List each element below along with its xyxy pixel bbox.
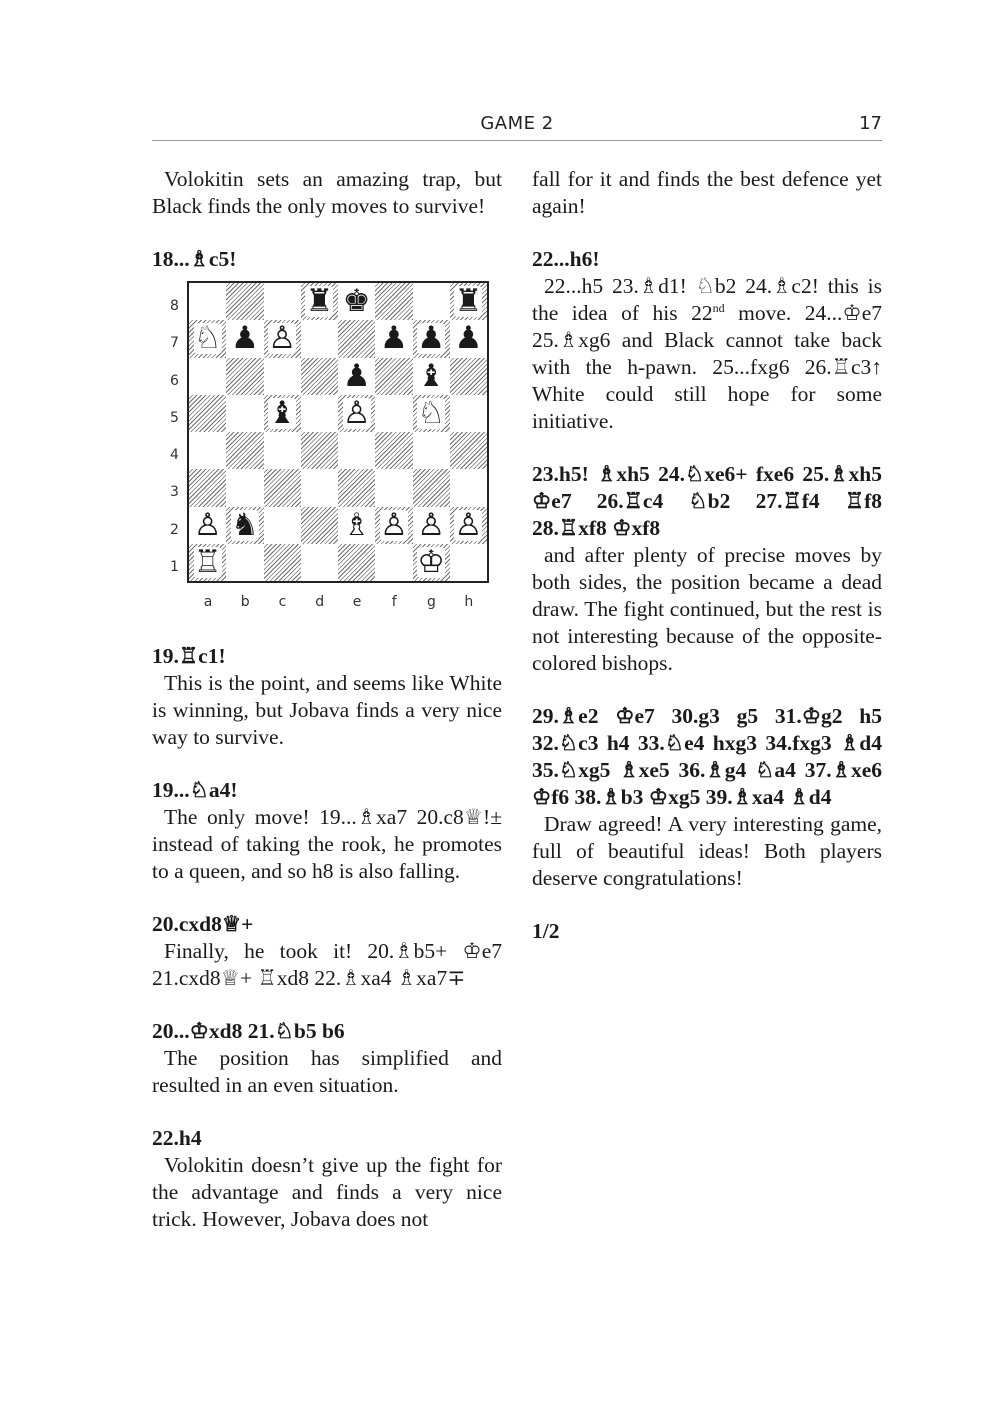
comment-20: Finally, he took it! 20.♗b5+ ♔e7 21.cxd8♕+ ♖xd8 22.♗xa4 ♗xa7∓ [152, 939, 502, 990]
square-h1 [450, 544, 487, 581]
file-label: g [427, 594, 436, 610]
right-column [532, 166, 882, 945]
comment-22b-post: move. 24...♔e7 25.♗xg6 and Black cannot take back with the h-pawn. 25...fxg6 26.♖c3↑ White could still hope for some initiative. [532, 301, 882, 433]
piece-c7: ♙ [268, 320, 297, 357]
piece-e2: ♗ [342, 506, 371, 543]
square-d7 [301, 320, 338, 357]
piece-a2: ♙ [193, 506, 222, 543]
piece-f2: ♙ [379, 506, 408, 543]
rank-label: 1 [170, 558, 179, 575]
file-label: f [391, 594, 397, 610]
file-label: c [278, 594, 287, 610]
rank-label: 7 [170, 335, 179, 352]
square-d8 [301, 283, 338, 320]
comment-19b: The only move! 19...♗xa7 20.c8♕!± instead of taking the rook, he promotes to a queen, and so h8 is also falling. [152, 805, 502, 883]
square-a8 [189, 283, 226, 320]
piece-b7: ♟ [230, 320, 259, 357]
piece-d8: ♜ [305, 283, 334, 320]
square-e6 [338, 358, 375, 395]
piece-h8: ♜ [454, 283, 483, 320]
move-18: 18...♗c5! [152, 247, 237, 271]
square-c7 [264, 320, 301, 357]
square-g5 [413, 395, 450, 432]
square-a6 [189, 358, 226, 395]
intro-paragraph: Volokitin sets an amazing trap, but Black finds the only moves to survive! [152, 167, 502, 218]
square-e7 [338, 320, 375, 357]
square-e4 [338, 432, 375, 469]
piece-a1: ♖ [193, 543, 222, 580]
square-b4 [226, 432, 263, 469]
move-20: 20.cxd8♕+ [152, 912, 254, 936]
square-c8 [264, 283, 301, 320]
chess-board [187, 281, 489, 583]
piece-e6: ♟ [342, 357, 371, 394]
piece-a7: ♘ [193, 320, 222, 357]
move-19: 19.♖c1! [152, 644, 226, 668]
square-g7 [413, 320, 450, 357]
move-29: 29.♗e2 ♔e7 30.g3 g5 31.♔g2 h5 32.♘c3 h4 33.♘e4 hxg3 34.fxg3 ♗d4 35.♘xg5 ♗xe5 36.♗g4 ♘a4 37.♗xe6 ♔f6 38.♗b3 ♔xg5 39.♗xa4 ♗d4 [532, 704, 882, 809]
move-19b: 19...♘a4! [152, 778, 238, 802]
comment-22b [532, 273, 882, 435]
ordinal-suffix: nd [712, 300, 725, 315]
square-d5 [301, 395, 338, 432]
comment-22b-pre: 22...h5 23.♗d1! ♘b2 24.♗c2! this is the idea of his 22 [532, 274, 882, 325]
square-c5 [264, 395, 301, 432]
square-c1 [264, 544, 301, 581]
comment-19: This is the point, and seems like White is winning, but Jobava finds a very nice way to survive. [152, 671, 502, 749]
square-h3 [450, 469, 487, 506]
square-g1 [413, 544, 450, 581]
square-b6 [226, 358, 263, 395]
left-column [152, 166, 502, 1233]
page-number: 17 [859, 113, 882, 134]
square-c2 [264, 507, 301, 544]
square-e3 [338, 469, 375, 506]
square-h4 [450, 432, 487, 469]
continued-paragraph: fall for it and finds the best defence yet again! [532, 167, 882, 218]
comment-29: Draw agreed! A very interesting game, full of beautiful ideas! Both players deserve congratulations! [532, 812, 882, 890]
square-e5 [338, 395, 375, 432]
square-d3 [301, 469, 338, 506]
piece-h2: ♙ [454, 506, 483, 543]
running-header [152, 112, 882, 141]
piece-h7: ♟ [454, 320, 483, 357]
square-g2 [413, 507, 450, 544]
piece-f7: ♟ [379, 320, 408, 357]
file-label: h [464, 594, 474, 610]
square-d6 [301, 358, 338, 395]
square-b8 [226, 283, 263, 320]
square-d1 [301, 544, 338, 581]
move-22b: 22...h6! [532, 247, 600, 271]
chess-diagram [152, 277, 502, 617]
square-a4 [189, 432, 226, 469]
square-e2 [338, 507, 375, 544]
file-label: d [315, 594, 325, 610]
piece-g7: ♟ [417, 320, 446, 357]
square-f6 [375, 358, 412, 395]
piece-b2: ♞ [230, 506, 259, 543]
piece-g6: ♝ [417, 357, 446, 394]
square-a1 [189, 544, 226, 581]
square-f7 [375, 320, 412, 357]
piece-e5: ♙ [342, 394, 371, 431]
square-g8 [413, 283, 450, 320]
piece-g1: ♔ [417, 543, 446, 580]
move-22: 22.h4 [152, 1126, 202, 1150]
comment-20b: The position has simplified and resulted in an even situation. [152, 1046, 502, 1097]
square-h8 [450, 283, 487, 320]
piece-g5: ♘ [417, 394, 446, 431]
square-f5 [375, 395, 412, 432]
rank-label: 3 [170, 484, 179, 501]
square-b5 [226, 395, 263, 432]
square-g6 [413, 358, 450, 395]
rank-label: 5 [170, 409, 179, 426]
square-f8 [375, 283, 412, 320]
file-label: a [203, 594, 213, 610]
rank-label: 4 [170, 447, 179, 463]
square-g4 [413, 432, 450, 469]
square-h2 [450, 507, 487, 544]
square-b1 [226, 544, 263, 581]
move-23: 23.h5! ♗xh5 24.♘xe6+ fxe6 25.♗xh5 ♔e7 26.♖c4 ♘b2 27.♖f4 ♖f8 28.♖xf8 ♔xf8 [532, 462, 882, 540]
square-a3 [189, 469, 226, 506]
piece-g2: ♙ [417, 506, 446, 543]
chapter-title: GAME 2 [480, 113, 554, 134]
square-a2 [189, 507, 226, 544]
square-f2 [375, 507, 412, 544]
square-c3 [264, 469, 301, 506]
square-h5 [450, 395, 487, 432]
comment-22: Volokitin doesn’t give up the fight for the advantage and finds a very nice trick. However, Jobava does not [152, 1153, 502, 1231]
square-h6 [450, 358, 487, 395]
square-d2 [301, 507, 338, 544]
move-20b: 20...♔xd8 21.♘b5 b6 [152, 1019, 345, 1043]
square-f3 [375, 469, 412, 506]
square-h7 [450, 320, 487, 357]
square-a5 [189, 395, 226, 432]
square-e1 [338, 544, 375, 581]
rank-label: 6 [170, 372, 179, 389]
rank-label: 2 [170, 521, 179, 538]
square-e8 [338, 283, 375, 320]
square-b3 [226, 469, 263, 506]
file-label: e [352, 594, 362, 610]
square-c6 [264, 358, 301, 395]
square-d4 [301, 432, 338, 469]
comment-23: and after plenty of precise moves by both sides, the position became a dead draw. The fight continued, but the rest is not interesting because of the opposite-colored bishops. [532, 543, 882, 675]
game-result: 1/2 [532, 919, 560, 943]
square-b7 [226, 320, 263, 357]
square-g3 [413, 469, 450, 506]
square-b2 [226, 507, 263, 544]
square-f1 [375, 544, 412, 581]
square-f4 [375, 432, 412, 469]
file-label: b [240, 594, 250, 610]
piece-c5: ♝ [268, 394, 297, 431]
rank-label: 8 [170, 298, 179, 314]
piece-e8: ♚ [342, 283, 371, 320]
square-c4 [264, 432, 301, 469]
square-a7 [189, 320, 226, 357]
